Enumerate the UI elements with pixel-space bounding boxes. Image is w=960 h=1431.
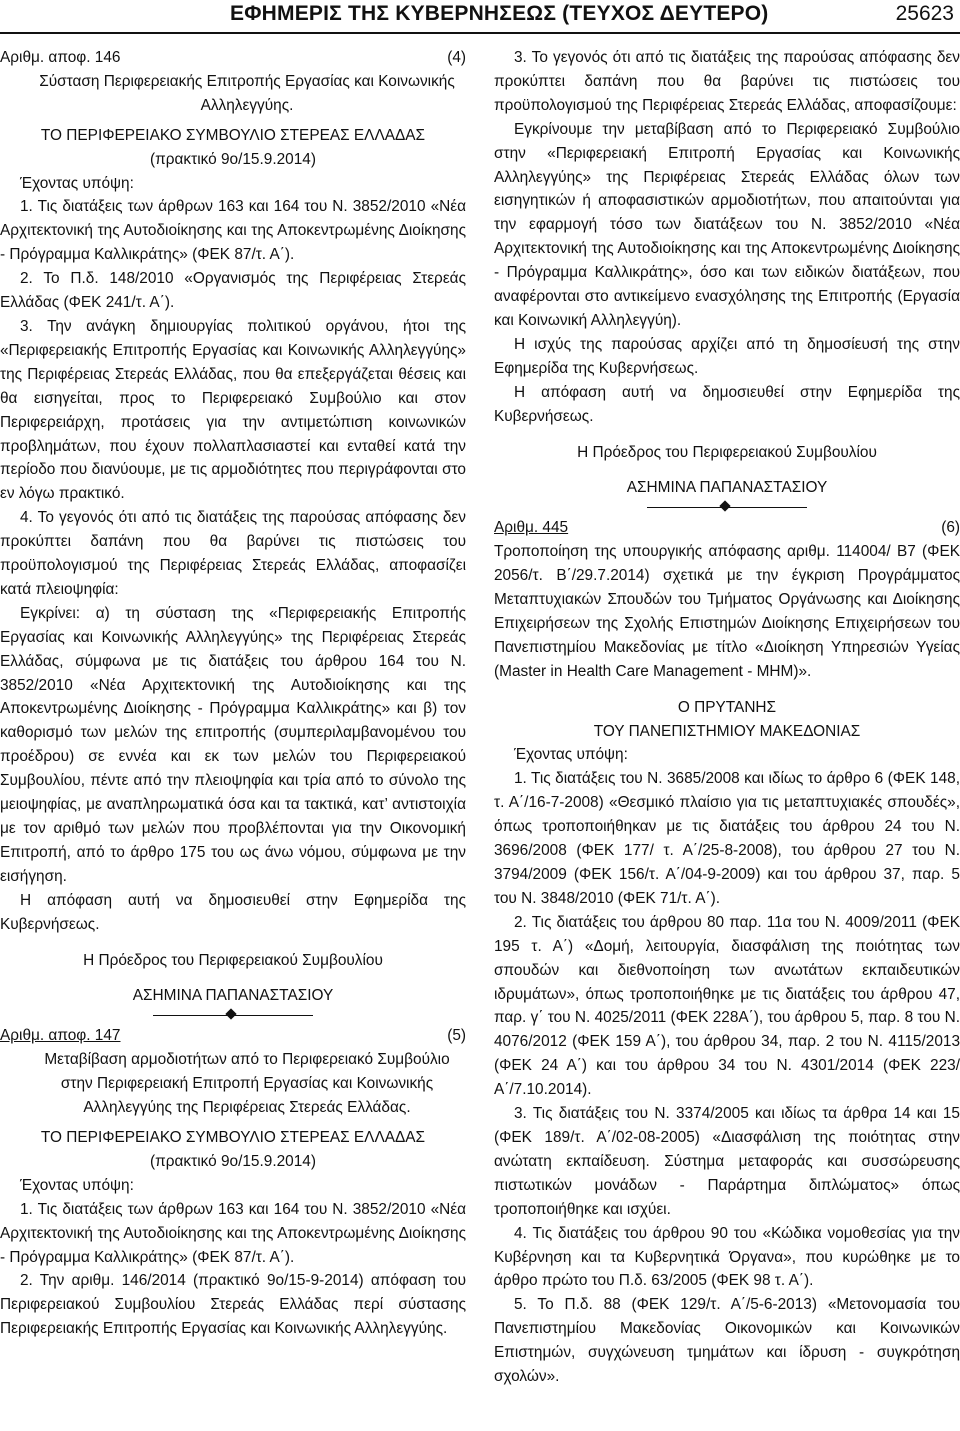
paragraph: Η απόφαση αυτή να δημοσιευθεί στην Εφημερίδα της Κυβερνήσεως.: [494, 383, 960, 425]
paragraph: 1. Τις διατάξεις του Ν. 3685/2008 και ιδίως το άρθρο 6 (ΦΕΚ 148, τ. Α΄/16-7-2008) «Θεσμικό πλαίσιο για τις μεταπτυχιακές σπουδές», όπως τροποποιήθηκαν με τις διατάξεις του άρθρου 24 του Ν. 3696/2008 (ΦΕΚ 177/ τ. Α΄/25-8-2008), του άρθρου 27 του Ν. 3794/2009 (ΦΕΚ 156/τ. Α΄/04-9-2009) και του άρθρου 37, παρ. 5 του Ν. 3848/2010 (ΦΕΚ 71/τ. Α΄).: [494, 770, 960, 907]
decision-title: Σύσταση Περιφερειακής Επιτροπής Εργασίας και Κοινωνικής Αλληλεγγύης.: [39, 72, 455, 114]
paragraph: Η ισχύς της παρούσας αρχίζει από τη δημοσίευσή της στην Εφημερίδα της Κυβερνήσεως.: [494, 335, 960, 377]
paragraph: Εγκρίνει: α) τη σύσταση της «Περιφερειακής Επιτροπής Εργασίας και Κοινωνικής Αλληλεγγύης» της Περιφέρειας Στερεάς Ελλάδας, σύμφωνα με τις διατάξεις του άρθρου 164 του Ν. 3852/2010 «Νέα Αρχιτεκτονική της Αυτοδιοίκησης και της Αποκεντρωμένης Διοίκησης - Πρόγραμμα Καλλικράτης» και β) τον καθορισμό των μελών της επιτροπής (συμπεριλαμβανομένου του προέδρου) σε εννέα και εκ των μελών του Περιφερειακού Συμβουλίου, πέντε από την πλειοψηφία και τρία από το σύνολο της μειοψηφίας, με αναπληρωματικά όσα και τα τακτικά, κατ’ αντιστοιχία με τον αριθμό των μελών που προβλέπονται για την Οικονομική Επιτροπή, από το άρθρο 175 του ως άνω νόμου, σύμφωνα με την εισήγηση.: [0, 604, 466, 885]
decision-445-heading: [494, 516, 960, 540]
having-in-view: Έχοντας υπόψη:: [20, 1176, 134, 1194]
left-column: [0, 46, 466, 1341]
decision-tag: (6): [941, 519, 960, 537]
paragraph: 5. Το Π.δ. 88 (ΦΕΚ 129/τ. Α΄/5-6-2013) «Μετονομασία του Πανεπιστημίου Μακεδονίας Οικονομικών και Κοινωνικών Επιστημών, συγχώνευση τμημάτων και ίδρυση - συγκρότηση σχολών».: [494, 1296, 960, 1386]
paragraph: 2. Το Π.δ. 148/2010 «Οργανισμός της Περιφέρειας Στερεάς Ελλάδας (ΦΕΚ 241/τ. Α΄).: [0, 270, 466, 312]
authority-subheading: ΤΟΥ ΠΑΝΕΠΙΣΤΗΜΙΟΥ ΜΑΚΕΔΟΝΙΑΣ: [593, 722, 861, 740]
paragraph: 2. Την αριθμ. 146/2014 (πρακτικό 9ο/15-9-2014) απόφαση του Περιφερειακού Συμβουλίου Στερεάς Ελλάδας περί σύστασης Περιφερειακής Επιτροπής Εργασίας και Κοινωνικής Αλληλεγγύης.: [0, 1272, 466, 1338]
section-separator: [153, 1009, 313, 1021]
decision-title: Μεταβίβαση αρμοδιοτήτων από το Περιφερειακό Συμβούλιο στην Περιφερειακή Επιτροπή Εργασίας και Κοινωνικής Αλληλεγγύης της Περιφέρειας Στερεάς Ελλάδας.: [44, 1051, 450, 1117]
decision-147-heading: [0, 1024, 466, 1048]
paragraph: 3. Τις διατάξεις του Ν. 3374/2005 και ιδίως τα άρθρα 14 και 15 (ΦΕΚ 189/τ. Α΄/02-08-2005) «Διασφάλιση της ποιότητας στην ανώτατη εκπαίδευση. Σύστημα μεταφοράς και συσσώρευσης πιστωτικών μονάδων - Παράρτημα διπλώματος» όπως τροποποιήθηκε και ισχύει.: [494, 1105, 960, 1218]
signature-name: ΑΣΗΜΙΝΑ ΠΑΠΑΝΑΣΤΑΣΙΟΥ: [132, 987, 334, 1005]
paragraph: 4. Το γεγονός ότι από τις διατάξεις της παρούσας απόφασης δεν προκύπτει δαπάνη που θα βαρύνει τις πιστώσεις του προϋπολογισμού της Περιφέρειας Στερεάς Ελλάδας, αποφασίζει κατά πλειοψηφία:: [0, 509, 466, 598]
authority-heading: Ο ΠΡΥΤΑΝΗΣ: [677, 698, 777, 716]
signature-role: Η Πρόεδρος του Περιφερειακού Συμβουλίου: [577, 443, 877, 461]
minutes-ref: (πρακτικό 9ο/15.9.2014): [150, 150, 316, 168]
decision-number: Αριθμ. 445: [494, 519, 569, 537]
having-in-view: Έχοντας υπόψη:: [20, 174, 134, 192]
decision-146-heading: [0, 46, 466, 70]
section-separator: [647, 501, 807, 513]
paragraph: 1. Τις διατάξεις των άρθρων 163 και 164 του Ν. 3852/2010 «Νέα Αρχιτεκτονική της Αυτοδιοίκησης και της Αποκεντρωμένης Διοίκησης - Πρόγραμμα Καλλικράτης» (ΦΕΚ 87/τ. Α΄).: [0, 198, 466, 264]
council-heading: ΤΟ ΠΕΡΙΦΕΡΕΙΑΚΟ ΣΥΜΒΟΥΛΙΟ ΣΤΕΡΕΑΣ ΕΛΛΑΔΑΣ: [40, 126, 426, 144]
paragraph: 3. Την ανάγκη δημιουργίας πολιτικού οργάνου, ήτοι της «Περιφερειακής Επιτροπής Εργασίας και Κοινωνικής Αλληλεγγύης» της Περιφέρειας Στερεάς Ελλάδας, που θα επεξεργάζεται θέσεις και θα εισηγείται, προς το Περιφερειακό Συμβούλιο και στον Περιφερειάρχη, προτάσεις για την αντιμετώπιση κοινωνικών προβλημάτων, που έχουν πολλαπλασιαστεί και ενταθεί κατά την περίοδο που διανύουμε, με τις αρμοδιότητες που περιγράφονται στο εν λόγω πρακτικό.: [0, 317, 466, 503]
having-in-view: Έχοντας υπόψη:: [514, 746, 628, 764]
decision-number: Αριθμ. αποφ. 147: [0, 1027, 121, 1045]
paragraph: Εγκρίνουμε την μεταβίβαση από το Περιφερειακό Συμβούλιο στην «Περιφερειακή Επιτροπή Εργασίας και Κοινωνικής Αλληλεγγύης» της Περιφέρειας Στερεάς Ελλάδας όλων των εισηγητικών ή αποφασιστικών αρμοδιοτήτων, που απαιτούνται για την εφαρμογή τόσο των διατάξεων του Ν. 3852/2010 «Νέα Αρχιτεκτονική της Αυτοδιοίκησης και της Αποκεντρωμένης Διοίκησης - Πρόγραμμα Καλλικράτης», όσο και των ειδικών διατάξεων, που αναφέρονται στο αντικείμενο ενασχόλησης της Επιτροπής (Εργασία και Κοινωνική Αλληλεγγύη).: [494, 120, 960, 329]
decision-tag: (4): [447, 49, 466, 66]
signature-role: Η Πρόεδρος του Περιφερειακού Συμβουλίου: [83, 951, 383, 969]
minutes-ref: (πρακτικό 9ο/15.9.2014): [150, 1152, 316, 1170]
decision-number: Αριθμ. αποφ. 146: [0, 49, 121, 66]
decision-title: Τροποποίηση της υπουργικής απόφασης αριθμ. 114004/ Β7 (ΦΕΚ 2056/τ. Β΄/29.7.2014) σχετικά με την έγκριση Προγράμματος Μεταπτυχιακών Σπουδών του Τμήματος Οργάνωσης και Διοίκησης Επιχειρήσεων της Σχολής Επιστημών Διοίκησης Επιχειρήσεων του Πανεπιστημίου Μακεδονίας με τίτλο «Διοίκηση Υπηρεσιών Υγείας (Master in Health Care Management - ΜΗΜ)».: [494, 543, 960, 680]
signature-name: ΑΣΗΜΙΝΑ ΠΑΠΑΝΑΣΤΑΣΙΟΥ: [626, 479, 828, 497]
paragraph: 1. Τις διατάξεις των άρθρων 163 και 164 του Ν. 3852/2010 «Νέα Αρχιτεκτονική της Αυτοδιοίκησης και της Αποκεντρωμένης Διοίκησης - Πρόγραμμα Καλλικράτης» (ΦΕΚ 87/τ. Α΄).: [0, 1200, 466, 1266]
council-heading: ΤΟ ΠΕΡΙΦΕΡΕΙΑΚΟ ΣΥΜΒΟΥΛΙΟ ΣΤΕΡΕΑΣ ΕΛΛΑΔΑΣ: [40, 1128, 426, 1146]
page-number: 25623: [895, 2, 954, 25]
paragraph: 2. Τις διατάξεις του άρθρου 80 παρ. 11α του Ν. 4009/2011 (ΦΕΚ 195 τ. Α΄) «Δομή, λειτουργία, διασφάλιση της ποιότητας των σπουδών και διεθνοποίηση των ανωτάτων εκπαιδευτικών ιδρυμάτων», όπως τροποποιήθηκε με τις διατάξεις του άρθρου 47, παρ. γ΄ του Ν. 4025/2011 (ΦΕΚ 228Α΄), του άρθρου 5, παρ. 8 του Ν. 4076/2012 (ΦΕΚ 159 Α΄), του άρθρου 34, παρ. 2 του Ν. 4115/2013 (ΦΕΚ 24 Α΄) και του άρθρου 34 του Ν. 4301/2014 (ΦΕΚ 223/Α΄/7.10.2014).: [494, 913, 960, 1099]
decision-tag: (5): [447, 1027, 466, 1045]
page-header: [0, 0, 960, 34]
paragraph: 3. Το γεγονός ότι από τις διατάξεις της παρούσας απόφασης δεν προκύπτει δαπάνη που θα βαρύνει τις πιστώσεις του προϋπολογισμού της Περιφέρειας Στερεάς Ελλάδας, αποφασίζουμε:: [494, 49, 960, 114]
paragraph: 4. Τις διατάξεις του άρθρου 90 του «Κώδικα νομοθεσίας για την Κυβέρνηση και τα Κυβερνητικά Όργανα», που κυρώθηκε με το άρθρο πρώτο του Π.δ. 63/2005 (ΦΕΚ 98 τ. Α΄).: [494, 1224, 960, 1290]
journal-title: ΕΦΗΜΕΡΙΣ ΤΗΣ ΚΥΒΕΡΝΗΣΕΩΣ (ΤΕΥΧΟΣ ΔΕΥΤΕΡΟ): [230, 2, 769, 25]
paragraph: Η απόφαση αυτή να δημοσιευθεί στην Εφημερίδα της Κυβερνήσεως.: [0, 891, 466, 933]
right-column: [494, 46, 960, 1389]
